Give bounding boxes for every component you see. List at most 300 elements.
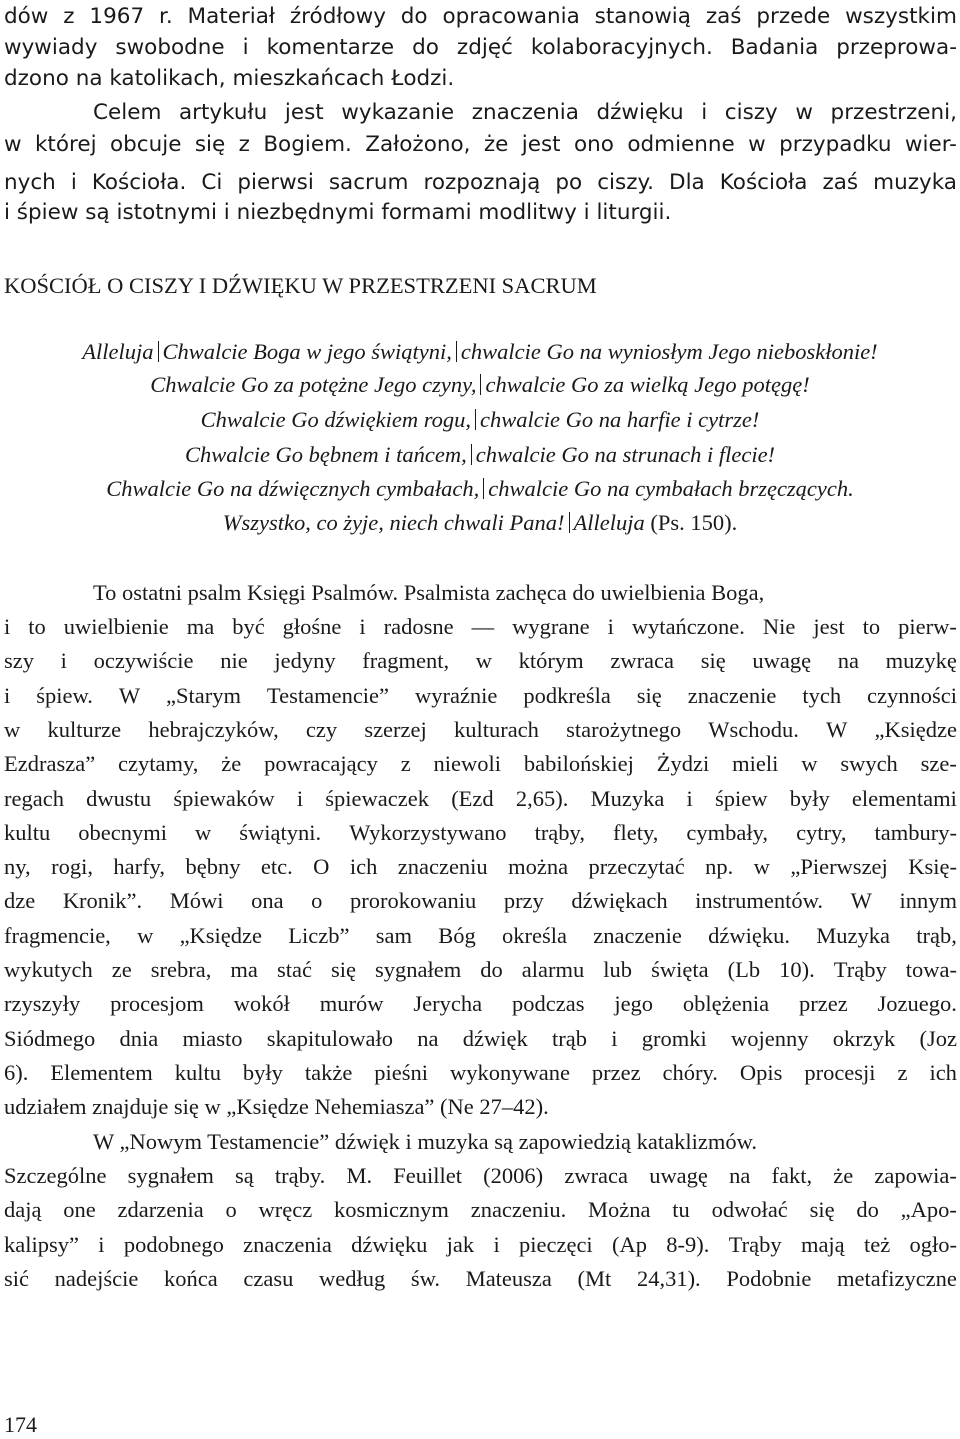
word: procesjom	[110, 991, 204, 1017]
word: to	[862, 614, 881, 639]
word: to	[28, 614, 46, 639]
word: zdarzenia	[117, 1197, 204, 1223]
word: i	[493, 1231, 500, 1257]
word: i	[4, 614, 11, 639]
word: szerzej	[364, 716, 427, 742]
word: cytry,	[796, 819, 847, 845]
word: Żydzi	[656, 751, 710, 777]
text-line	[4, 612, 957, 642]
text-line	[4, 989, 957, 1019]
word: wszystkim	[845, 4, 957, 29]
word: przeczytać	[588, 854, 685, 880]
word: wytańczone.	[631, 614, 745, 639]
word: uwagę	[752, 648, 812, 674]
word: do	[480, 957, 503, 982]
word: czynności	[867, 682, 957, 708]
word: śpiew.	[36, 682, 93, 708]
word: Bogiem.	[263, 132, 352, 157]
word: i	[701, 100, 708, 125]
word: też	[863, 1231, 891, 1257]
word: Muzyka	[590, 785, 665, 811]
word: mieli	[732, 751, 779, 777]
word: według	[318, 1265, 386, 1291]
word: ich	[929, 1059, 957, 1085]
word: że	[833, 1163, 854, 1188]
word: one	[63, 1197, 96, 1223]
word: radosne	[383, 614, 454, 639]
verse-separator	[471, 444, 472, 465]
word: kulturze	[47, 716, 122, 742]
text-line	[4, 955, 957, 985]
word: wygrane	[512, 614, 590, 639]
word: „Apo-	[900, 1197, 957, 1223]
word: wywiady	[4, 35, 98, 60]
word: dźwięk	[462, 1025, 528, 1051]
word: się	[636, 682, 662, 708]
word: opracowania	[442, 4, 580, 29]
word: wykutych	[4, 957, 93, 982]
word: r.	[158, 4, 173, 29]
word: trąb,	[916, 922, 957, 948]
word: przez	[591, 1059, 641, 1085]
word: po	[555, 170, 583, 195]
word: bębny	[185, 854, 241, 880]
word: dzono na katolikach, mieszkańcach Łodzi.	[4, 66, 455, 91]
word: —	[471, 614, 495, 639]
word: kalipsy”	[4, 1231, 79, 1257]
word: Elementem	[50, 1059, 153, 1085]
word: Muzyka	[816, 922, 890, 948]
text-line	[93, 98, 957, 128]
text-line	[4, 1024, 957, 1054]
word: mają	[800, 1231, 845, 1257]
word: dów	[4, 4, 49, 29]
text-line	[4, 749, 957, 779]
psalm-line	[0, 474, 960, 504]
word: do	[412, 35, 439, 60]
word: świątyni.	[239, 819, 322, 845]
word: murów	[319, 991, 384, 1017]
word: kultu	[4, 819, 51, 845]
word: śpiewaczek	[325, 785, 429, 811]
word: szy	[4, 648, 34, 674]
psalm-phrase: chwalcie Go na wyniosłym Jego nieboskłonie!	[460, 339, 878, 364]
word: (Ap	[611, 1231, 647, 1257]
word: innym	[899, 888, 957, 914]
word: np.	[705, 854, 734, 880]
body-first-line: To ostatni psalm Księgi Psalmów. Psalmista zachęca do uwielbienia Boga,	[93, 580, 765, 605]
word: że	[483, 132, 509, 157]
word: dźwięku.	[708, 922, 791, 948]
word: znaczenie	[593, 922, 682, 948]
word: były	[242, 1059, 283, 1085]
word: rogi,	[51, 854, 93, 880]
word: wojenny	[730, 1025, 809, 1051]
word: ma	[186, 614, 215, 639]
word: sygnałem	[127, 1163, 214, 1188]
word: zwraca	[610, 648, 675, 674]
word: i	[242, 35, 249, 60]
word: głośne	[282, 614, 342, 639]
verse-separator	[480, 374, 481, 395]
word: Można	[588, 1197, 651, 1223]
word: były	[789, 785, 830, 811]
word: ono	[574, 132, 614, 157]
word: pieśni	[374, 1059, 429, 1085]
word: nadejście	[54, 1265, 139, 1291]
text-line	[4, 1058, 957, 1088]
word: w	[801, 751, 818, 777]
text-line	[4, 2, 957, 32]
word: dze	[4, 888, 36, 914]
word: są	[235, 1163, 254, 1188]
word: odwołać	[711, 1197, 788, 1223]
psalm-phrase: chwalcie Go na cymbałach brzęczących.	[488, 476, 854, 501]
word: rzyszyły	[4, 991, 81, 1017]
word: instrumentów.	[695, 888, 824, 914]
word: dźwięku	[351, 1231, 428, 1257]
word: że	[221, 751, 242, 777]
word: Trąby	[728, 1231, 782, 1257]
word: i	[60, 648, 67, 674]
word: Szczególne	[4, 1163, 107, 1188]
word: przestrzeni,	[830, 100, 957, 125]
word: W	[826, 716, 848, 742]
word: obecnymi	[78, 819, 168, 845]
word: srebra,	[150, 957, 212, 982]
word: uwagę	[649, 1163, 708, 1188]
text-line	[4, 852, 957, 882]
text-line	[4, 33, 957, 63]
word: alarmu	[521, 957, 585, 982]
text-line	[4, 1230, 957, 1260]
word: nych	[4, 170, 56, 195]
word: Podobnie	[726, 1265, 812, 1291]
word: z	[400, 751, 411, 777]
word: i	[98, 1231, 105, 1257]
word: śpiew	[714, 785, 768, 811]
word: Opis	[739, 1059, 783, 1085]
psalm-phrase: Wszystko, co żyje, niech chwali Pana!	[222, 510, 565, 535]
text-line	[4, 130, 957, 160]
psalm-citation: (Ps. 150).	[644, 510, 738, 535]
word: na	[837, 648, 859, 674]
psalm-phrase: Chwalcie Go na dźwięcznych cymbałach,	[106, 476, 480, 501]
word: w	[4, 132, 22, 157]
verse-separator	[456, 341, 457, 362]
word: Feuillet	[393, 1163, 463, 1188]
psalm-phrase: chwalcie Go na harfie i cytrze!	[480, 407, 760, 432]
word: starożytnego	[566, 716, 682, 742]
word: stać	[276, 957, 312, 982]
word: końca	[164, 1265, 218, 1291]
word: św.	[410, 1265, 441, 1291]
word: ciszy.	[597, 170, 654, 195]
word: (2006)	[483, 1163, 544, 1188]
word: lub	[603, 957, 633, 982]
word: Wykorzystywano	[349, 819, 507, 845]
word: z	[897, 1059, 908, 1085]
word: swobodne	[115, 35, 225, 60]
word: znaczeniu	[397, 854, 488, 880]
word: „Księdze	[179, 922, 263, 948]
psalm-line	[0, 405, 960, 435]
text-line	[4, 715, 957, 745]
word: się	[809, 1197, 835, 1223]
word: Kościoła.	[91, 170, 187, 195]
word: jest	[813, 614, 845, 639]
word: chóry.	[662, 1059, 718, 1085]
word: gromki	[641, 1025, 707, 1051]
word: trąby.	[274, 1163, 326, 1188]
word: Jozuego.	[877, 991, 957, 1017]
word: jedyny	[274, 648, 336, 674]
word: w	[137, 922, 154, 948]
word: przy	[503, 888, 544, 914]
word: pierw-	[898, 614, 957, 639]
word: się	[330, 957, 356, 982]
word: odmienne	[627, 132, 735, 157]
psalm-phrase: Alleluja	[573, 510, 645, 535]
word: w	[748, 132, 766, 157]
word: Kronik”.	[62, 888, 143, 914]
text-line	[4, 784, 957, 814]
word: Kościoła	[719, 170, 808, 195]
psalm-phrase: Chwalcie Go dźwiękiem rogu,	[200, 407, 472, 432]
word: jego	[614, 991, 654, 1017]
word: miasto	[182, 1025, 243, 1051]
word: zaś	[705, 4, 742, 29]
word: „Pierwszej	[790, 854, 888, 880]
word: wier-	[904, 132, 957, 157]
word: (Ezd	[451, 785, 494, 811]
word: niewoli	[433, 751, 502, 777]
word: ich	[349, 854, 378, 880]
word: jak	[446, 1231, 475, 1257]
word: (Mt	[577, 1265, 612, 1291]
word: sam	[375, 922, 412, 948]
word: W	[850, 888, 872, 914]
word: tu	[672, 1197, 690, 1223]
word: Nie	[762, 614, 796, 639]
psalm-phrase: Chwalcie Boga w jego świątyni,	[162, 339, 452, 364]
psalm-phrase: Chwalcie Go za potężne Jego czyny,	[150, 372, 477, 397]
word: „Starym	[166, 682, 241, 708]
word: okrzyk	[832, 1025, 896, 1051]
text-line	[4, 64, 957, 94]
word: Założono,	[365, 132, 471, 157]
text-line	[4, 1161, 957, 1191]
word: znaczenia	[243, 1231, 332, 1257]
word: Wschodu.	[708, 716, 799, 742]
psalm-line	[0, 440, 960, 470]
word: 2,65).	[515, 785, 569, 811]
word: 1967	[89, 4, 145, 29]
word: i	[296, 785, 304, 811]
word: wręcz	[258, 1197, 313, 1223]
text-line	[4, 681, 957, 711]
word: babilońskiej	[523, 751, 634, 777]
word: Mateusza	[465, 1265, 552, 1291]
text-line	[4, 1092, 957, 1122]
word: którym	[518, 648, 584, 674]
word: i śpiew są istotnymi i niezbędnymi formami modlitwy i liturgii.	[4, 200, 672, 225]
word: etc.	[260, 854, 293, 880]
word: dają	[4, 1197, 42, 1223]
page-number: 174	[4, 1412, 37, 1437]
word: tambury-	[874, 819, 957, 845]
word: i	[70, 170, 77, 195]
word: Księ-	[908, 854, 957, 880]
word: (Lb	[727, 957, 761, 982]
word: oblężenia	[682, 991, 770, 1017]
word: Trąby	[833, 957, 887, 982]
word: w	[475, 648, 493, 674]
word: trąby,	[534, 819, 585, 845]
verse-separator	[569, 512, 570, 533]
word: (Joz	[919, 1025, 957, 1051]
word: wyraźnie	[414, 682, 498, 708]
word: Ci	[201, 170, 223, 195]
word: kultu	[174, 1059, 221, 1085]
word: dźwiękach	[571, 888, 668, 914]
word: sze-	[920, 751, 957, 777]
word: do	[400, 4, 428, 29]
word: regach	[4, 785, 64, 811]
psalm-line	[0, 370, 960, 400]
word: i	[611, 1025, 618, 1051]
word: tych	[802, 682, 842, 708]
word: oczywiście	[93, 648, 194, 674]
word: o	[225, 1197, 237, 1223]
word: czy	[305, 716, 338, 742]
psalm-phrase: chwalcie Go za wielką Jego potęgę!	[485, 372, 810, 397]
word: ogło-	[909, 1231, 957, 1257]
word: w	[4, 716, 21, 742]
word: elementami	[851, 785, 957, 811]
text-line	[4, 168, 957, 198]
word: Testamencie”	[266, 682, 390, 708]
verse-separator	[483, 478, 484, 499]
word: zdjęć	[456, 35, 513, 60]
word: kulturach	[453, 716, 539, 742]
word: znaczeniu.	[470, 1197, 567, 1223]
word: i	[359, 614, 366, 639]
text-line	[4, 646, 957, 676]
text-line	[4, 886, 957, 916]
word: do	[856, 1197, 879, 1223]
word: wykonywane	[449, 1059, 570, 1085]
word: przypadku	[779, 132, 892, 157]
word: muzykę	[885, 648, 957, 674]
word: skapitulowało	[266, 1025, 393, 1051]
word: kolaboracyjnych.	[530, 35, 713, 60]
word: swych	[840, 751, 898, 777]
word: kosmicznym	[333, 1197, 449, 1223]
word: sić	[4, 1265, 29, 1291]
word: w	[753, 854, 770, 880]
word: podczas	[511, 991, 585, 1017]
word: komentarze	[266, 35, 395, 60]
word: wykazanie	[341, 100, 455, 125]
word: 10).	[779, 957, 815, 982]
word: Mówi	[169, 888, 224, 914]
word: sacrum	[328, 170, 409, 195]
word: fakt,	[771, 1163, 813, 1188]
word: której	[34, 132, 97, 157]
word: znaczenie	[687, 682, 777, 708]
psalm-phrase: Chwalcie Go bębnem i tańcem,	[184, 442, 467, 467]
text-line	[4, 818, 957, 848]
word: zwraca	[564, 1163, 629, 1188]
psalm-phrase: Alleluja	[82, 339, 154, 364]
psalm-phrase: chwalcie Go na strunach i flecie!	[475, 442, 776, 467]
word: W	[118, 682, 141, 708]
word: udziałem znajduje się w „Księdze Nehemiasza” (Ne 27–42).	[4, 1094, 549, 1120]
word: podobnego	[123, 1231, 224, 1257]
word: uwielbienie	[63, 614, 169, 639]
word: przez	[798, 991, 848, 1017]
word: o	[311, 888, 323, 914]
text-line	[4, 1195, 957, 1225]
word: O	[313, 854, 330, 880]
text-line	[4, 198, 957, 228]
word: Liczb”	[288, 922, 350, 948]
word: ciszy	[724, 100, 778, 125]
word: w	[195, 819, 212, 845]
word: fragment,	[362, 648, 450, 674]
word: ona	[251, 888, 284, 914]
word: Ezdrasza”	[4, 751, 96, 777]
word: i	[607, 614, 614, 639]
word: obcuje	[109, 132, 182, 157]
word: Badania	[730, 35, 819, 60]
word: także	[304, 1059, 353, 1085]
word: z	[63, 4, 75, 29]
word: źródłowy	[289, 4, 386, 29]
word: hebrajczyków,	[148, 716, 279, 742]
word: na	[417, 1025, 439, 1051]
word: się	[700, 648, 726, 674]
word: ma	[230, 957, 258, 982]
psalm-line	[0, 337, 960, 367]
word: ny,	[4, 854, 31, 880]
word: pieczęci	[519, 1231, 593, 1257]
word: określa	[502, 922, 567, 948]
word: zapowia-	[874, 1163, 957, 1188]
word: Bóg	[438, 922, 476, 948]
word: na	[729, 1163, 751, 1188]
word: nie	[220, 648, 248, 674]
word: się	[194, 132, 226, 157]
section-heading: KOŚCIÓŁ O CISZY I DŹWIĘKU W PRZESTRZENI SACRUM	[4, 273, 597, 298]
word: Jerycha	[413, 991, 483, 1017]
word: czasu	[243, 1265, 294, 1291]
verse-separator	[158, 341, 159, 362]
body2-first-line: W „Nowym Testamencie” dźwięk i muzyka są zapowiedzią kataklizmów.	[93, 1129, 758, 1154]
word: przeprowa-	[836, 35, 957, 60]
word: prorokowaniu	[350, 888, 477, 914]
word: podkreśla	[523, 682, 611, 708]
word: artykułu	[178, 100, 268, 125]
word: powracający	[264, 751, 378, 777]
word: dwustu	[86, 785, 152, 811]
word: dźwięku	[596, 100, 684, 125]
word: jest	[521, 132, 561, 157]
word: dnia	[119, 1025, 159, 1051]
word: cymbały,	[686, 819, 769, 845]
word: śpiewaków	[173, 785, 275, 811]
